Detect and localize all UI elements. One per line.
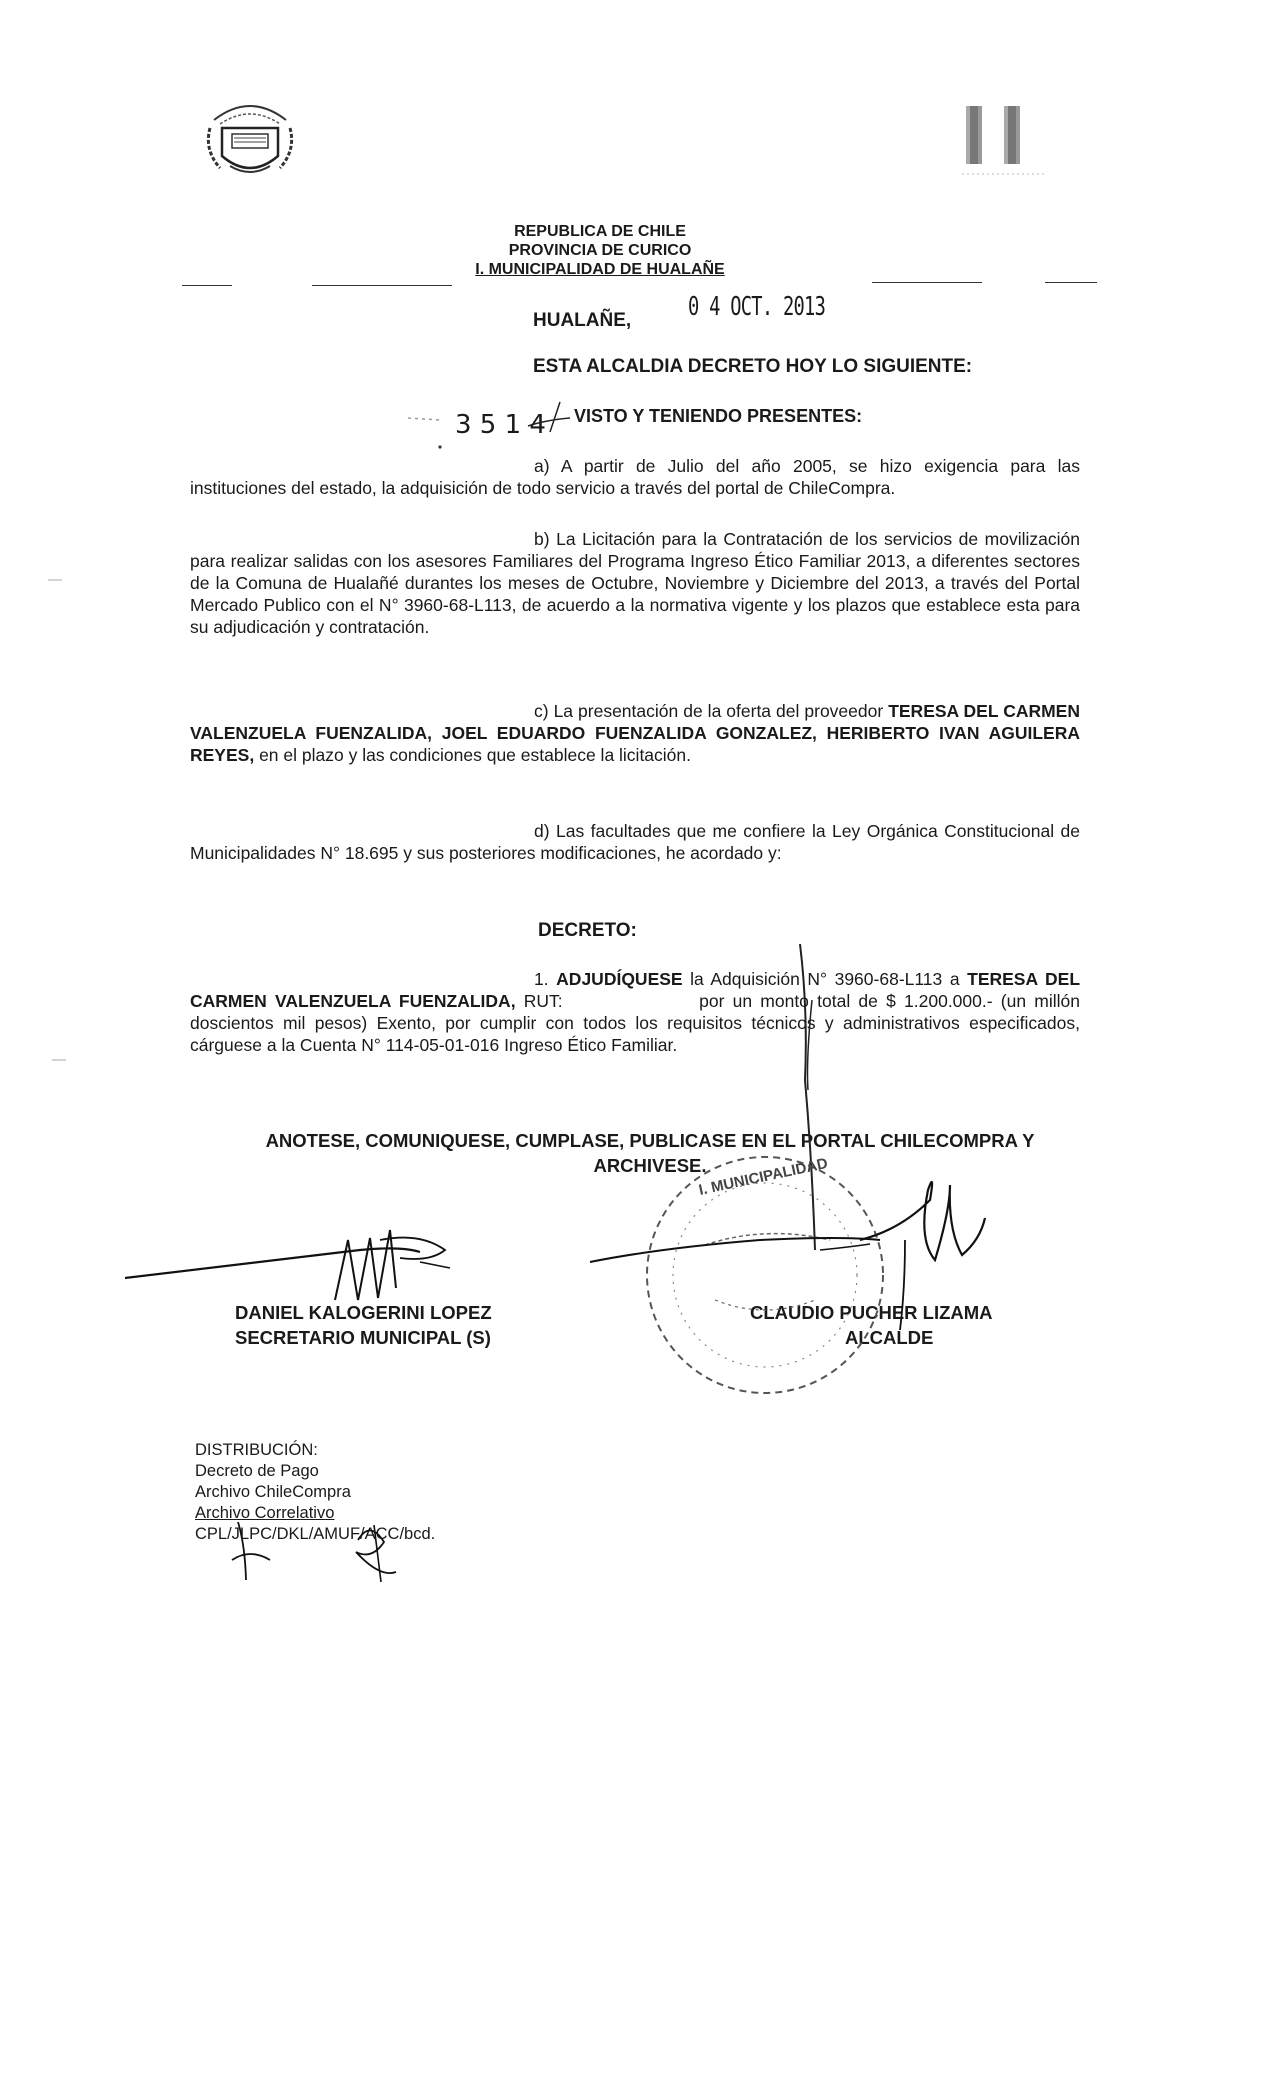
resolution-text1: la Adquisición N° 3960-68-L113 a (690, 969, 960, 989)
resolution-verb: ADJUDÍQUESE (556, 969, 683, 989)
closing-line1: ANOTESE, COMUNIQUESE, CUMPLASE, PUBLICASE EN EL PORTAL CHILECOMPRA Y (265, 1130, 1035, 1151)
distribution-item: CPL/JLPC/DKL/AMUF/ACC/bcd. (195, 1525, 436, 1543)
municipal-crest-logo (200, 90, 300, 185)
signer-right-title: ALCALDE (845, 1327, 934, 1348)
seal-text: I. MUNICIPALIDAD (697, 1154, 830, 1199)
distribution-item: Decreto de Pago (195, 1462, 319, 1480)
consideration-c-tail: en el plazo y las condiciones que establece la licitación. (259, 745, 692, 765)
letterhead (420, 222, 780, 279)
closing-line2: ARCHIVESE. (593, 1155, 707, 1176)
header-rule-right-2 (1045, 282, 1097, 283)
distribution-title: DISTRIBUCIÓN: (195, 1441, 318, 1459)
decreto-title: DECRETO: (538, 920, 637, 941)
place-label: HUALAÑE, (533, 310, 632, 331)
header-municipality: I. MUNICIPALIDAD DE HUALAÑE (475, 261, 725, 278)
signer-left-title: SECRETARIO MUNICIPAL (S) (235, 1327, 491, 1348)
consideration-d-text: d) Las facultades que me confiere la Ley Orgánica Constitucional de Municipalidades N° 18.695 y sus posteriores modificaciones, he acordado y: (190, 821, 1080, 863)
distribution-block (195, 1440, 435, 1545)
date-stamp: 0 4 OCT. 2013 (688, 292, 826, 322)
resolution-number: 1. (534, 969, 549, 989)
secretary-signature (125, 1230, 880, 1300)
signature-block-right (750, 1300, 993, 1350)
resolution-1 (190, 968, 1080, 1056)
signer-left-name: DANIEL KALOGERINI LOPEZ (235, 1302, 492, 1323)
header-rule-left (182, 285, 232, 286)
consideration-c-lead: c) La presentación de la oferta del proveedor (534, 701, 884, 721)
consideration-c-names: TERESA DEL CARMEN VALENZUELA FUENZALIDA, JOEL EDUARDO FUENZALIDA GONZALEZ, HERIBERTO IVAN AGUILERA REYES, (190, 701, 1080, 765)
signer-right-name: CLAUDIO PUCHER LIZAMA (750, 1302, 993, 1323)
resolution-text3: por un monto total de $ 1.200.000.- (un millón doscientos mil pesos) Exento, por cumplir con todos los requisitos técnicos y administrativos especificados, cárguese a la Cuenta N° 114-05-01-016 Ingreso Ético Familiar. (190, 991, 1080, 1055)
closing-formula (180, 1128, 1120, 1178)
resolution-name: TERESA DEL CARMEN VALENZUELA FUENZALIDA, (190, 969, 1081, 1011)
archive-stamp-mark (962, 98, 1044, 178)
visto-title: VISTO Y TENIENDO PRESENTES: (574, 406, 863, 426)
header-province: PROVINCIA DE CURICO (508, 242, 692, 259)
header-rule-right-1 (872, 282, 982, 283)
consideration-a-text: a) A partir de Julio del año 2005, se hizo exigencia para las instituciones del estado, la adquisición de todo servicio a través del portal de ChileCompra. (190, 456, 1080, 498)
distribution-item: Archivo Correlativo (195, 1504, 335, 1522)
consideration-d (190, 820, 1080, 864)
consideration-b (190, 528, 1080, 638)
header-country: REPUBLICA DE CHILE (514, 223, 686, 240)
resolution-rut: RUT: (523, 991, 563, 1011)
signature-block-left (235, 1300, 492, 1350)
decree-intro: ESTA ALCALDIA DECRETO HOY LO SIGUIENTE: (533, 356, 973, 377)
municipal-seal (647, 1155, 883, 1393)
decree-number: 3 5 1 4 (455, 410, 546, 440)
consideration-b-text: b) La Licitación para la Contratación de los servicios de movilización para realizar salidas con los asesores Familiares del Programa Ingreso Ético Familiar 2013, a diferentes sectores de la Comuna de Hualañé durantes los meses de Octubre, Noviembre y Diciembre del 2013, a través del Portal Mercado Publico con el N° 3960-68-L113, de acuerdo a la normativa vigente y los plazos que establece esta para su adjudicación y contratación. (190, 529, 1080, 637)
distribution-item: Archivo ChileCompra (195, 1483, 351, 1501)
consideration-c (190, 700, 1080, 766)
consideration-a (190, 455, 1080, 499)
header-rule-mid (312, 285, 452, 286)
